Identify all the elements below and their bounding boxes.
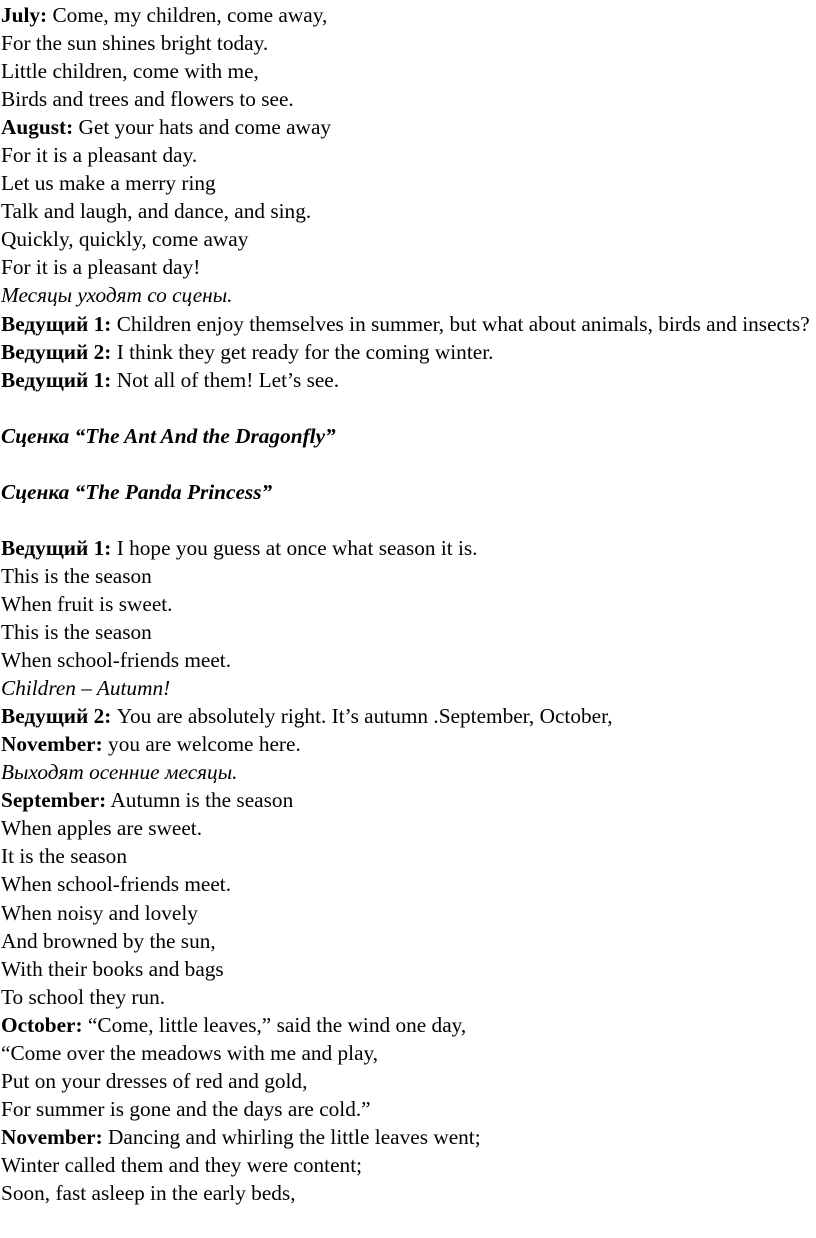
text-line (1, 1151, 816, 1179)
line-text: And browned by the sun, (1, 928, 216, 953)
text-line (1, 478, 816, 506)
text-line (1, 253, 816, 281)
text-line (1, 927, 816, 955)
line-text: For it is a pleasant day! (1, 255, 201, 280)
line-text: “Come, little leaves,” said the wind one day, (82, 1012, 467, 1037)
line-text: Birds and trees and flowers to see. (1, 87, 294, 112)
text-line (1, 197, 816, 225)
text-line (1, 1095, 816, 1123)
scene-heading: Сценка “The Panda Princess” (1, 479, 273, 504)
speaker-label: July: (1, 3, 48, 27)
text-line (1, 85, 816, 113)
scene-heading: Сценка “The Ant And the Dragonfly” (1, 423, 336, 448)
text-line (1, 562, 816, 590)
speaker-label: August: (1, 115, 74, 140)
text-line (1, 366, 816, 394)
line-text: You are absolutely right. It’s autumn .September, October, (111, 704, 613, 729)
line-text: “Come over the meadows with me and play, (1, 1040, 379, 1065)
speaker-label: Ведущий 1: (1, 367, 112, 392)
blank-line (1, 450, 816, 478)
line-text: Dancing and whirling the little leaves went; (102, 1124, 481, 1149)
text-line (1, 1, 816, 29)
blank-line (1, 394, 816, 422)
line-text: When school-friends meet. (1, 872, 232, 897)
line-text: Winter called them and they were content; (1, 1152, 363, 1177)
text-line (1, 758, 816, 786)
speaker-label: Ведущий 1: (1, 535, 112, 560)
line-text: With their books and bags (1, 956, 224, 981)
line-text: To school they run. (1, 984, 166, 1009)
line-text: Come, my children, come away, (47, 3, 328, 27)
text-line (1, 29, 816, 57)
speaker-label: October: (1, 1012, 83, 1037)
text-line (1, 1179, 816, 1207)
line-text: I hope you guess at once what season it is. (111, 535, 478, 560)
line-text: When noisy and lovely (1, 900, 198, 925)
blank-line (1, 506, 816, 534)
text-line (1, 169, 816, 197)
text-line (1, 338, 816, 366)
line-text: Little children, come with me, (1, 59, 259, 84)
text-line (1, 983, 816, 1011)
text-line (1, 674, 816, 702)
speaker-label: November: (1, 732, 103, 757)
line-text: When school-friends meet. (1, 648, 232, 673)
text-line (1, 1067, 816, 1095)
text-line (1, 141, 816, 169)
speaker-label: Ведущий 2: (1, 704, 112, 729)
line-text: Autumn is the season (106, 788, 294, 813)
text-line (1, 1123, 816, 1151)
text-line (1, 870, 816, 898)
speaker-label: Ведущий 2: (1, 339, 112, 364)
text-line (1, 842, 816, 870)
text-line (1, 422, 816, 450)
line-text: This is the season (1, 620, 152, 645)
line-text: For the sun shines bright today. (1, 31, 269, 56)
stage-direction: Children – Autumn! (1, 676, 171, 701)
stage-direction: Месяцы уходят со сцены. (1, 283, 233, 308)
text-line (1, 590, 816, 618)
text-line (1, 57, 816, 85)
line-text: Get your hats and come away (73, 115, 332, 140)
speaker-label: November: (1, 1124, 103, 1149)
line-text: Let us make a merry ring (1, 171, 216, 196)
line-text: Quickly, quickly, come away (1, 227, 249, 252)
speaker-label: September: (1, 788, 107, 813)
stage-direction: Выходят осенние месяцы. (1, 760, 238, 785)
speaker-label: Ведущий 1: (1, 311, 112, 336)
text-line (1, 899, 816, 927)
line-text: I think they get ready for the coming winter. (111, 339, 494, 364)
text-line (1, 1011, 816, 1039)
line-text: Children enjoy themselves in summer, but what about animals, birds and insects? (111, 311, 810, 336)
line-text: This is the season (1, 563, 152, 588)
text-line (1, 113, 816, 141)
line-text: Put on your dresses of red and gold, (1, 1068, 308, 1093)
text-line (1, 310, 813, 338)
text-line (1, 618, 816, 646)
line-text: you are welcome here. (102, 732, 301, 757)
line-text: When fruit is sweet. (1, 591, 173, 616)
line-text: For summer is gone and the days are cold.” (1, 1096, 371, 1121)
line-text: Soon, fast asleep in the early beds, (1, 1180, 296, 1205)
line-text: When apples are sweet. (1, 816, 203, 841)
line-text: Talk and laugh, and dance, and sing. (1, 199, 312, 224)
line-text: It is the season (1, 844, 127, 869)
text-line (1, 646, 816, 674)
text-line (1, 1039, 816, 1067)
text-line (1, 225, 816, 253)
line-text: For it is a pleasant day. (1, 143, 198, 168)
line-text: Not all of them! Let’s see. (111, 367, 340, 392)
text-line (1, 786, 816, 814)
text-line (1, 534, 816, 562)
text-line (1, 702, 816, 730)
text-line (1, 814, 816, 842)
text-line (1, 730, 816, 758)
text-line (1, 955, 816, 983)
text-line (1, 281, 816, 309)
